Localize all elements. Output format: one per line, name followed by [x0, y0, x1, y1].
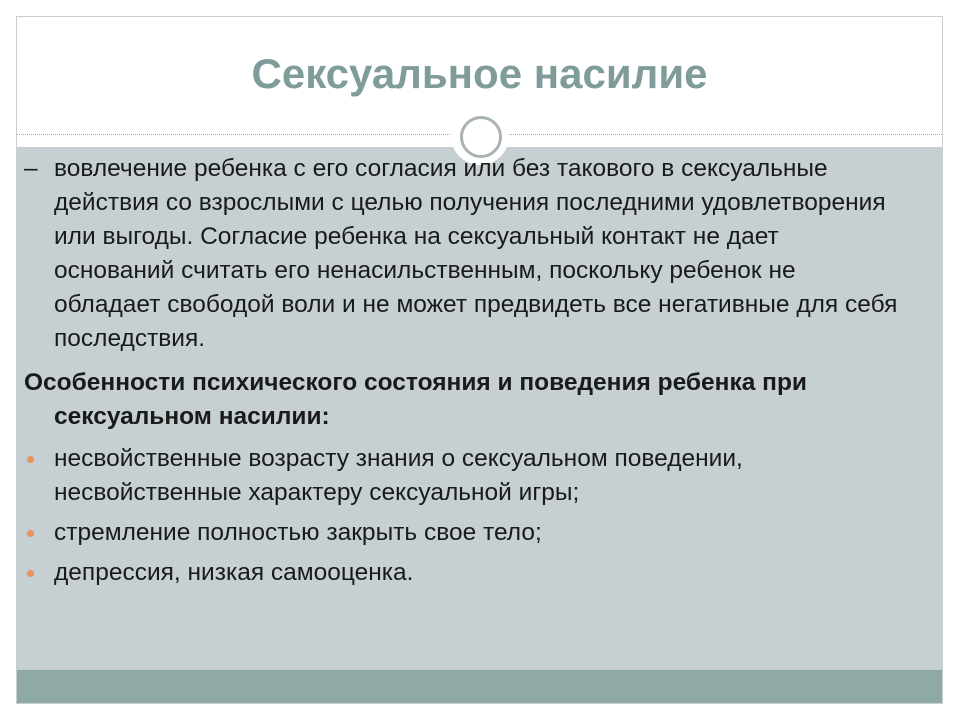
list-item-text: стремление полностью закрыть свое тело; [54, 519, 542, 546]
bullet-dot-icon [27, 570, 34, 577]
definition-text: вовлечение ребенка с его согласия или без такового в сексуальные действия со взрослыми с целью получения последними удовлетворения или выгоды. Согласие ребенка на сексуальный контакт не дает оснований считать его ненасильственным, поскольку ребенок не обладает свободой воли и не может предвидеть все негативные для себя последствия. [54, 155, 898, 352]
bullet-dot-icon [27, 456, 34, 463]
slide-content [24, 152, 904, 596]
list-item-text: несвойственные возрасту знания о сексуальном поведении, несвойственные характеру сексуальной игры; [54, 445, 743, 506]
features-list [24, 442, 904, 590]
definition-paragraph [24, 152, 904, 356]
features-heading: Особенности психического состояния и поведения ребенка при сексуальном насилии: [24, 369, 807, 430]
definition-dash: – [24, 155, 38, 182]
list-item [24, 442, 904, 510]
list-item [24, 516, 904, 550]
footer-bar [17, 670, 942, 704]
list-item-text: депрессия, низкая самооценка. [54, 559, 414, 586]
slide-title: Сексуальное насилие [251, 50, 708, 97]
bullet-dot-icon [27, 530, 34, 537]
list-item [24, 556, 904, 590]
